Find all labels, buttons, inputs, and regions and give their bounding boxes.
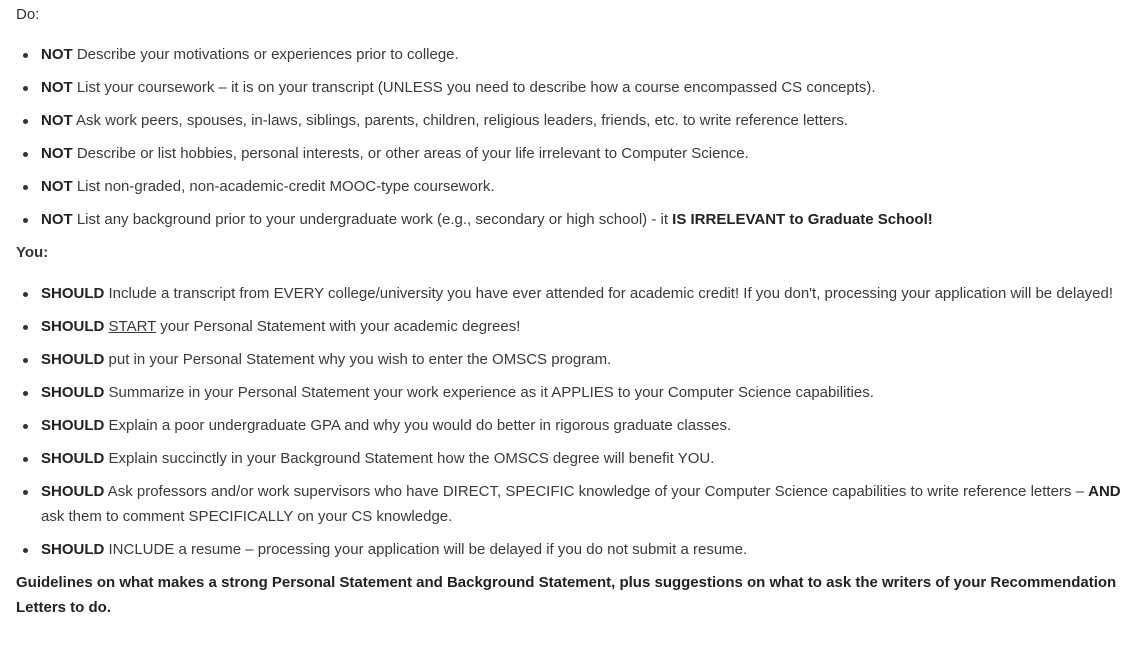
rule-text: Ask professors and/or work supervisors who have DIRECT, SPECIFIC knowledge of your Computer Science capabilities to write reference letters – — [104, 483, 1089, 500]
bullet-icon — [23, 53, 28, 58]
list-item — [16, 446, 1128, 471]
rule-keyword: SHOULD — [41, 541, 105, 558]
list-item — [16, 141, 1128, 166]
bullet-icon — [23, 185, 28, 190]
guidelines-text: Guidelines on what makes a strong Personal Statement and Background Statement, plus suggestions on what to ask the writers of your Recommendation Letters to do. — [16, 574, 1117, 616]
rule-and-keyword: AND — [1088, 483, 1121, 500]
rule-text: List non-graded, non-academic-credit MOOC-type coursework. — [72, 178, 495, 195]
rule-text: your Personal Statement with your academic degrees! — [156, 318, 521, 335]
rule-text: Ask work peers, spouses, in-laws, siblings, parents, children, religious leaders, friends, etc. to write reference letters. — [72, 112, 849, 129]
bullet-icon — [23, 86, 28, 91]
list-item — [16, 413, 1128, 438]
rule-keyword: NOT — [41, 112, 73, 129]
rule-text: put in your Personal Statement why you wish to enter the OMSCS program. — [104, 351, 612, 368]
list-item — [16, 174, 1128, 199]
bullet-icon — [23, 548, 28, 553]
rule-keyword: NOT — [41, 145, 73, 162]
bullet-icon — [23, 325, 28, 330]
bullet-icon — [23, 152, 28, 157]
rule-keyword: SHOULD — [41, 384, 105, 401]
rule-keyword: NOT — [41, 79, 73, 96]
bullet-icon — [23, 457, 28, 462]
rule-text-continued: ask them to comment SPECIFICALLY on your CS knowledge. — [41, 508, 453, 525]
list-item — [16, 479, 1128, 529]
rule-keyword: NOT — [41, 178, 73, 195]
list-item — [16, 380, 1128, 405]
rule-text: Describe or list hobbies, personal interests, or other areas of your life irrelevant to Computer Science. — [72, 145, 749, 162]
list-item — [16, 108, 1128, 133]
list-item — [16, 207, 1128, 232]
should-list — [16, 281, 1128, 562]
rule-keyword: SHOULD — [41, 417, 105, 434]
rule-text: List your coursework – it is on your transcript (UNLESS you need to describe how a course encompassed CS concepts). — [72, 79, 876, 96]
list-item — [16, 347, 1128, 372]
bullet-icon — [23, 218, 28, 223]
content-page — [16, 2, 1128, 620]
rule-keyword: SHOULD — [41, 351, 105, 368]
bullet-icon — [23, 358, 28, 363]
bullet-icon — [23, 119, 28, 124]
list-item — [16, 537, 1128, 562]
rule-keyword: SHOULD — [41, 450, 105, 467]
list-item — [16, 314, 1128, 339]
bullet-icon — [23, 292, 28, 297]
bullet-icon — [23, 391, 28, 396]
do-heading: Do: — [16, 6, 40, 23]
rule-keyword: SHOULD — [41, 483, 105, 500]
rule-keyword: NOT — [41, 46, 73, 63]
rule-keyword: SHOULD — [41, 318, 105, 335]
list-item — [16, 281, 1128, 306]
rule-keyword: SHOULD — [41, 285, 105, 302]
rule-text: Describe your motivations or experiences prior to college. — [72, 46, 459, 63]
you-heading: You: — [16, 244, 49, 261]
rule-text: INCLUDE a resume – processing your application will be delayed if you do not submit a resume. — [104, 541, 748, 558]
rule-text: Summarize in your Personal Statement your work experience as it APPLIES to your Computer Science capabilities. — [104, 384, 874, 401]
rule-text: List any background prior to your undergraduate work (e.g., secondary or high school) - it — [72, 211, 673, 228]
list-item — [16, 75, 1128, 100]
rule-text: Include a transcript from EVERY college/university you have ever attended for academic credit! If you don't, processing your application will be delayed! — [104, 285, 1114, 302]
rule-text: Explain succinctly in your Background Statement how the OMSCS degree will benefit YOU. — [104, 450, 715, 467]
bullet-icon — [23, 424, 28, 429]
rule-text: Explain a poor undergraduate GPA and why you would do better in rigorous graduate classes. — [104, 417, 732, 434]
bullet-icon — [23, 490, 28, 495]
rule-keyword: NOT — [41, 211, 73, 228]
list-item — [16, 42, 1128, 67]
do-not-list — [16, 42, 1128, 232]
rule-underlined: START — [108, 318, 157, 335]
rule-emphasis: IS IRRELEVANT to Graduate School! — [672, 211, 933, 228]
